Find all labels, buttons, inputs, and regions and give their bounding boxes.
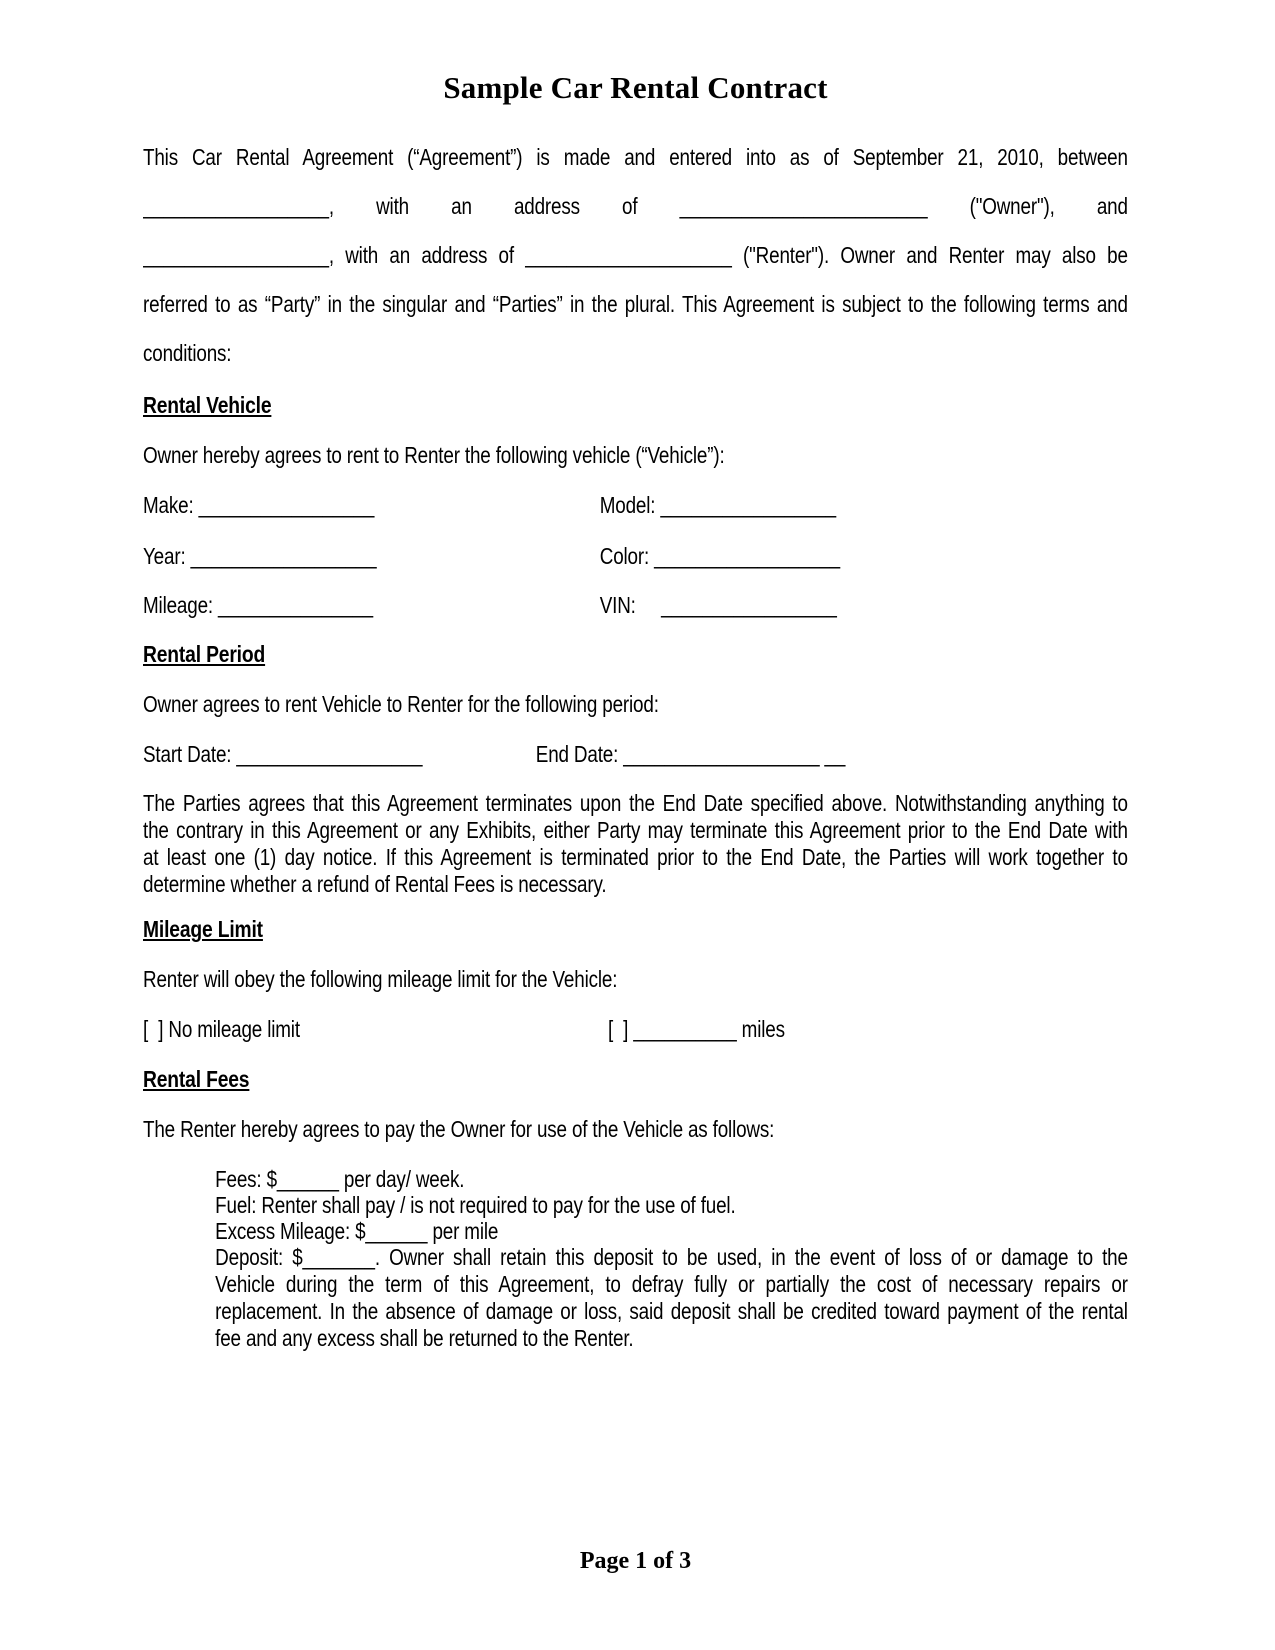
termination-line-1: The Parties agrees that this Agreement terminates upon the End Date specified above. Notwithstanding anything to: [143, 790, 1128, 816]
section-heading-rental-vehicle: Rental Vehicle: [143, 392, 272, 418]
section-heading-rental-fees: Rental Fees: [143, 1066, 250, 1092]
vehicle-row-mileage-vin: [143, 592, 1128, 619]
fees-line: Fees: $______ per day/ week.: [215, 1166, 465, 1192]
deposit-line-1: Deposit: $_______. Owner shall retain this deposit to be used, in the event of loss of or damage to the: [215, 1244, 1128, 1270]
deposit-line-2: Vehicle during the term of this Agreement, to defray fully or partially the cost of necessary repairs or: [215, 1271, 1128, 1297]
mileage-amount-checkbox: [ ] __________ miles: [607, 1016, 785, 1042]
section-heading-mileage-limit: Mileage Limit: [143, 916, 263, 942]
mileage-limit-lead: Renter will obey the following mileage limit for the Vehicle:: [143, 966, 618, 992]
date-row: [143, 741, 1128, 768]
intro-line-3: __________________, with an address of ____________________ ("Renter"). Owner and Renter may also be: [143, 242, 1128, 268]
mileage-field: Mileage: _______________: [143, 592, 373, 618]
mileage-options-row: [143, 1016, 1128, 1043]
intro-line-5: conditions:: [143, 340, 232, 366]
vin-field: VIN: _________________: [599, 592, 837, 618]
termination-line-2: the contrary in this Agreement or any Exhibits, either Party may terminate this Agreement prior to the End Date with: [143, 817, 1128, 843]
intro-line-1: This Car Rental Agreement (“Agreement”) is made and entered into as of September 21, 2010, between: [143, 144, 1128, 170]
fees-list: [143, 1166, 1128, 1351]
model-field: Model: _________________: [599, 492, 836, 518]
deposit-line-4: fee and any excess shall be returned to the Renter.: [215, 1325, 634, 1351]
rental-period-lead: Owner agrees to rent Vehicle to Renter for the following period:: [143, 691, 659, 717]
color-field: Color: __________________: [599, 543, 840, 569]
termination-line-4: determine whether a refund of Rental Fees is necessary.: [143, 871, 607, 897]
no-mileage-limit-checkbox: [ ] No mileage limit: [143, 1016, 300, 1042]
termination-paragraph: [143, 790, 1128, 897]
termination-line-3: at least one (1) day notice. If this Agreement is terminated prior to the End Date, the Parties will work together to: [143, 844, 1128, 870]
intro-line-4: referred to as “Party” in the singular and “Parties” in the plural. This Agreement is subject to the following terms and: [143, 291, 1128, 317]
vehicle-row-make-model: [143, 492, 1128, 519]
rental-vehicle-lead: Owner hereby agrees to rent to Renter the following vehicle (“Vehicle”):: [143, 442, 725, 468]
rental-fees-lead: The Renter hereby agrees to pay the Owner for use of the Vehicle as follows:: [143, 1116, 775, 1142]
vehicle-row-year-color: [143, 543, 1128, 570]
document-title: Sample Car Rental Contract: [443, 70, 828, 105]
excess-mileage-line: Excess Mileage: $______ per mile: [215, 1218, 499, 1244]
section-heading-rental-period: Rental Period: [143, 641, 266, 667]
make-field: Make: _________________: [143, 492, 375, 518]
intro-paragraph: [143, 133, 1128, 378]
start-date-field: Start Date: __________________: [143, 741, 423, 767]
deposit-line-3: replacement. In the absence of damage or loss, said deposit shall be credited toward payment of the rental: [215, 1298, 1128, 1324]
intro-line-2: __________________, with an address of ________________________ ("Owner"), and: [143, 193, 1128, 219]
year-field: Year: __________________: [143, 543, 377, 569]
end-date-field: End Date: ___________________ __: [535, 741, 846, 767]
deposit-paragraph: [215, 1244, 1128, 1351]
fuel-line: Fuel: Renter shall pay / is not required to pay for the use of fuel.: [215, 1192, 736, 1218]
page-number: Page 1 of 3: [579, 1548, 692, 1574]
